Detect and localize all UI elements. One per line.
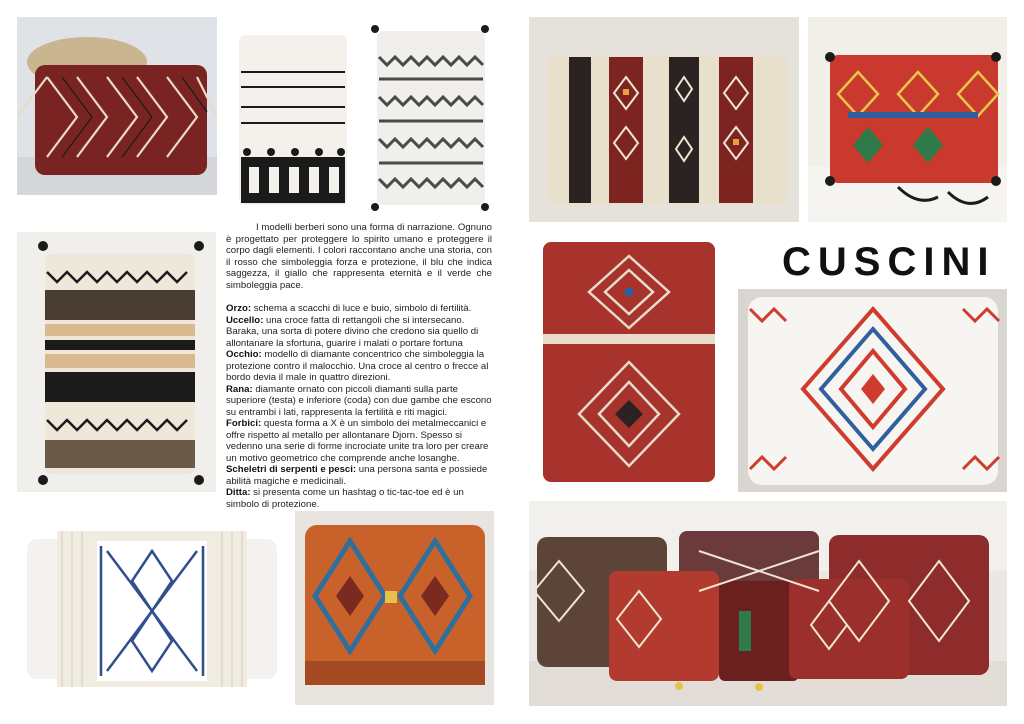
- symbol-text: Baraka, una sorta di potere divino che credono sia quello di allontanare la sfortuna, guarire i malati o portare fortuna: [226, 326, 479, 349]
- symbol-text: diamante ornato con piccoli diamanti sulla parte superiore (testa) e inferiore (coda) con due gambe che escono su entrambi i lati, rappresenta la fertilità e riti magici.: [226, 383, 492, 418]
- symbol-ditta: [226, 487, 492, 510]
- symbol-term: Forbici:: [226, 418, 262, 429]
- symbol-forbici: [226, 418, 492, 464]
- photo-sofa-kilim-pillows: [529, 501, 1007, 706]
- photo-blue-fringed-pillow: [17, 511, 287, 705]
- photo-red-diamond-kilim: [529, 232, 728, 492]
- symbol-occhio: [226, 349, 492, 384]
- symbol-text: questa forma a X è un simbolo dei metalmeccanici e offre rispetto al metallo per allontanare Djorn. Spesso si vedenno una serie di forme incrociate unite tra loro per creare un motivo geometrico che comprende anche losanghe.: [226, 418, 489, 464]
- symbol-text: una croce fatta di rettangoli che si intersecano.: [263, 314, 465, 326]
- symbol-term: Rana:: [226, 383, 253, 395]
- photo-kilim-pillow-maroon: [17, 17, 217, 195]
- symbol-term: Occhio:: [226, 349, 262, 360]
- photo-cream-kilim-bands: [529, 17, 799, 222]
- symbol-text: modello di diamante concentrico che simboleggia la protezione contro il malocchio. Una croce al centro o frecce al bordo devia il male in quattro direzioni.: [226, 349, 489, 383]
- description-text: [226, 222, 492, 510]
- symbol-scheletri: [226, 464, 492, 487]
- symbol-baraka: [226, 326, 492, 349]
- symbol-text: una persona santa e possiede abilità magiche e medicinali.: [226, 464, 488, 487]
- symbol-term: Orzo:: [226, 303, 252, 314]
- photo-colorful-kilim-pillow: [808, 17, 1007, 222]
- photo-white-red-blue-diamond: [738, 289, 1007, 492]
- photo-fringed-pillow: [17, 232, 216, 492]
- photo-orange-blue-pile-pillow: [295, 511, 494, 705]
- symbol-text: schema a scacchi di luce e buio, simbolo di fertilità.: [251, 303, 472, 314]
- page-title: CUSCINI: [782, 240, 996, 284]
- symbol-orzo: [226, 303, 492, 315]
- intro-paragraph: I modelli berberi sono una forma di narrazione. Ognuno è progettato per proteggere lo spirito umano e proteggere il corpo dagli elementi. I colori raccontano anche una storia, con il rosso che simboleggia forza e protezione, il blu che indica saggezza, il giallo che rappresenta eternità e il verde che simboleggia pace.: [226, 222, 492, 291]
- symbol-text: si presenta come un hashtag o tic-tac-toe ed è un simbolo di protezione.: [226, 487, 464, 510]
- photo-white-striped-pillows: [227, 17, 498, 212]
- symbol-term: Scheletri di serpenti e pesci:: [226, 464, 357, 475]
- symbol-rana: [226, 384, 492, 419]
- symbol-term: Ditta:: [226, 487, 251, 498]
- symbol-uccello: [226, 315, 492, 327]
- symbol-term: Uccello:: [226, 314, 264, 326]
